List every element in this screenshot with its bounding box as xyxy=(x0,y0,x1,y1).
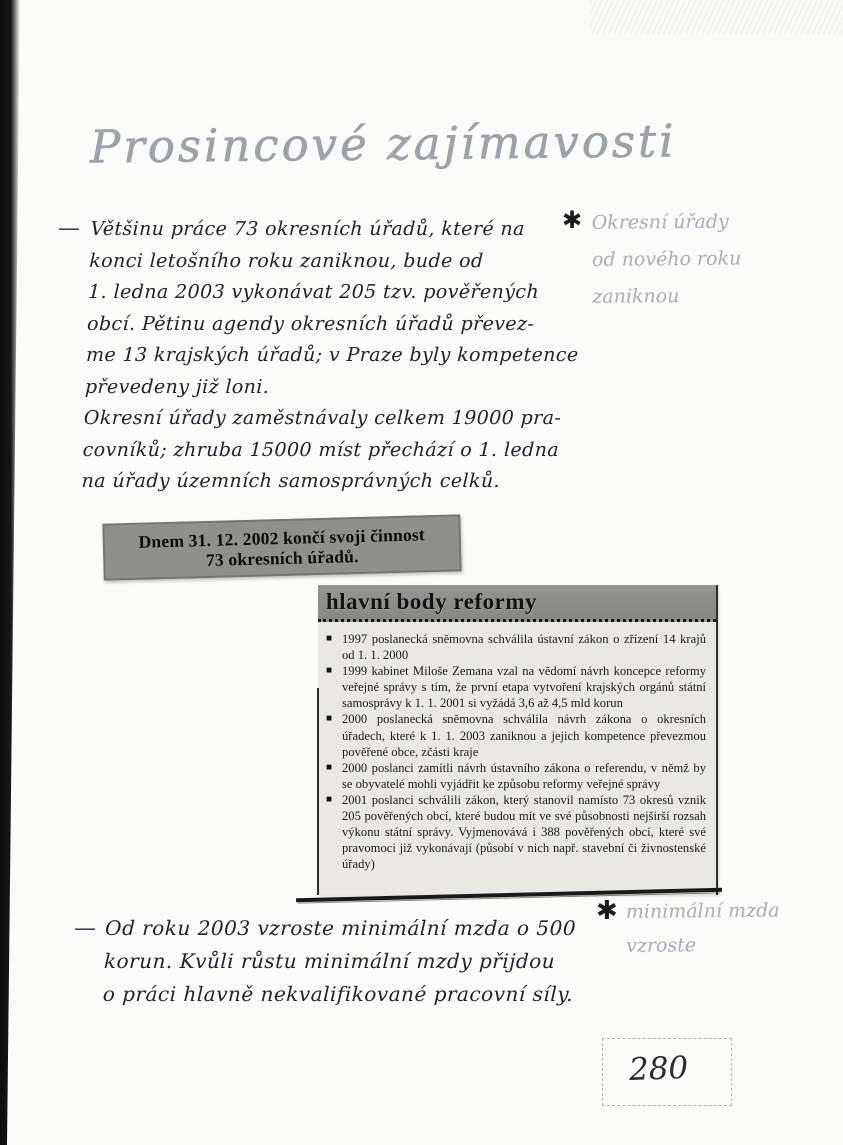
handwritten-line: převedeny již loni. xyxy=(84,375,270,398)
handwritten-paragraph-minimum-wage xyxy=(102,912,605,1011)
newspaper-headline-clipping xyxy=(102,514,461,580)
handwritten-line: korun. Kvůli růstu minimální mzdy přijdou xyxy=(103,949,556,973)
square-bullet-icon: ■ xyxy=(326,761,333,773)
page-number-frame xyxy=(602,1038,732,1106)
pencil-line: minimální mzda xyxy=(625,899,780,923)
handwritten-line: me 13 krajských úřadů; v Praze byly kompetence xyxy=(85,344,579,366)
list-item xyxy=(326,711,706,759)
handwritten-line: Většinu práce 73 okresních úřadů, které na xyxy=(90,218,526,240)
list-item-text: 1999 kabinet Miloše Zemana vzal na vědomí návrh koncepce reformy veřejné správy s tím, že první etapa vytvoření krajských orgánů státní samosprávy k 1. 1. 2001 si vyžádá 3,6 až 4,5 mld korun xyxy=(342,664,706,711)
list-item xyxy=(326,760,706,792)
handwritten-line: Od roku 2003 vzroste minimální mzda o 500 xyxy=(104,916,577,940)
handwritten-line: 1. ledna 2003 vykonávat 205 tzv. pověřených xyxy=(87,281,540,303)
list-item-text: 2001 poslanci schválili zákon, který stanovil namísto 73 okresů vznik 205 pověřených obcí, které budou mít ve své působnosti nejširší rozsah výkonu státní správy. Vyjmenovává i 388 pověřených obcí, které své pravomoci již vykonávají (působí v nich např. stavební či živnostenské úřady) xyxy=(342,792,706,872)
handwritten-line: obcí. Pětinu agendy okresních úřadů převez- xyxy=(86,312,535,335)
list-item xyxy=(326,663,706,711)
asterisk-icon: ✱ xyxy=(596,896,618,926)
handwritten-line: covníků; zhruba 15000 míst přechází o 1. ledna xyxy=(82,438,560,461)
pencil-margin-note-minimum-wage xyxy=(596,894,836,962)
square-bullet-icon: ■ xyxy=(326,713,333,725)
infobox-header xyxy=(318,585,716,622)
handwritten-line: konci letošního roku zaniknou, bude od xyxy=(88,249,484,272)
infobox-bullet-list xyxy=(318,622,716,878)
asterisk-icon: ✱ xyxy=(562,206,583,234)
scan-edge-shadow xyxy=(0,0,20,1145)
pencil-line: zaniknou xyxy=(592,285,680,308)
pencil-margin-note-district-offices xyxy=(562,204,792,315)
square-bullet-icon: ■ xyxy=(326,633,333,644)
handwritten-paragraph-district-offices xyxy=(81,214,591,498)
list-item-text: 2000 poslanecká sněmovna schválila návrh zákona o okresních úřadech, které k 1. 1. 2003 zaniknou a jejich kompetence převezmou pověřené obce, zčásti kraje xyxy=(342,712,706,759)
handwritten-line: Okresní úřady zaměstnávaly celkem 19000 pra- xyxy=(83,407,562,429)
infobox-left-border xyxy=(317,688,319,895)
pencil-line: od nového roku xyxy=(591,247,742,271)
list-item-text: 2000 poslanci zamítli návrh ústavního zákona o referendu, v němž by se obyvatelé mohli vyjádřit ke způsobu reformy veřejné správy xyxy=(342,760,706,791)
list-item xyxy=(326,792,706,872)
square-bullet-icon: ■ xyxy=(326,793,333,805)
list-item xyxy=(326,631,706,663)
list-item-text: 1997 poslanecká sněmovna schválila ústavní zákon o zřízení 14 krajů od 1. 1. 2000 xyxy=(342,632,706,663)
page-number: 280 xyxy=(628,1049,689,1089)
handwritten-line: o práci hlavně nekvalifikované pracovní síly. xyxy=(102,982,574,1006)
newspaper-infobox-clipping xyxy=(318,585,718,895)
pencil-line: vzroste xyxy=(626,934,697,957)
headline-line: 73 okresních úřadů. xyxy=(205,545,359,570)
infobox-title: hlavní body reformy xyxy=(326,589,537,614)
square-bullet-icon: ■ xyxy=(326,665,333,677)
handwritten-line: na úřady územních samosprávných celků. xyxy=(81,470,501,492)
scan-noise xyxy=(590,0,843,34)
page-title-handwritten: Prosincové zajímavosti xyxy=(89,114,677,174)
list-dash: — xyxy=(57,216,81,241)
headline-line: Dnem 31. 12. 2002 končí svoji činnost xyxy=(138,523,426,552)
pencil-line: Okresní úřady xyxy=(591,210,729,234)
list-dash: — xyxy=(73,916,97,941)
